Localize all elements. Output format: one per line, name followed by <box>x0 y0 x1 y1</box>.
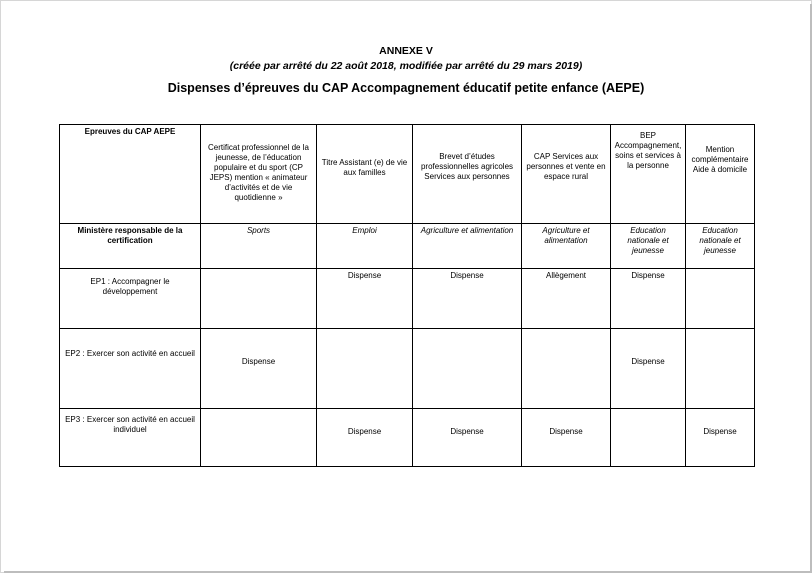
table-cell: Allègement <box>522 269 611 329</box>
column-header: BEP Accompagnement, soins et services à la personne <box>611 125 686 224</box>
column-header: Titre Assistant (e) de vie aux familles <box>317 125 413 224</box>
table-cell: Dispense <box>317 269 413 329</box>
ministry-cell: Sports <box>201 224 317 269</box>
column-header: Certificat professionnel de la jeunesse, de l’éducation populaire et du sport (CP JEPS) mention « animateur d’activités et de vie quotidienne » <box>201 125 317 224</box>
table-cell <box>611 409 686 467</box>
table-row <box>60 409 755 467</box>
epreuve-label: EP1 : Accompagner le développement <box>60 269 201 329</box>
table-cell: Dispense <box>413 269 522 329</box>
annex-heading: ANNEXE V <box>379 45 433 57</box>
table-cell: Dispense <box>686 409 755 467</box>
table-cell <box>201 409 317 467</box>
table-cell: Dispense <box>201 329 317 409</box>
annex-subtitle: (créée par arrêté du 22 août 2018, modifiée par arrêté du 29 mars 2019) <box>229 60 583 72</box>
ministry-cell: Education nationale et jeunesse <box>686 224 755 269</box>
ministry-label: Ministère responsable de la certification <box>60 224 201 269</box>
table-cell: Dispense <box>611 269 686 329</box>
ministry-cell: Agriculture et alimentation <box>522 224 611 269</box>
table-row <box>60 269 755 329</box>
table-cell <box>522 329 611 409</box>
document-title: Dispenses d’épreuves du CAP Accompagnement éducatif petite enfance (AEPE) <box>167 81 645 95</box>
ministry-row <box>60 224 755 269</box>
table-row <box>60 329 755 409</box>
column-header: Mention complémentaire Aide à domicile <box>686 125 755 224</box>
ministry-cell: Emploi <box>317 224 413 269</box>
table-cell: Dispense <box>522 409 611 467</box>
epreuve-label: EP2 : Exercer son activité en accueil <box>60 329 201 409</box>
table-cell <box>686 269 755 329</box>
table-cell <box>686 329 755 409</box>
table-cell: Dispense <box>611 329 686 409</box>
table-header-row <box>60 125 755 224</box>
column-header: CAP Services aux personnes et vente en espace rural <box>522 125 611 224</box>
ministry-cell: Education nationale et jeunesse <box>611 224 686 269</box>
epreuve-label: EP3 : Exercer son activité en accueil individuel <box>60 409 201 467</box>
table-cell <box>413 329 522 409</box>
table-cell: Dispense <box>413 409 522 467</box>
ministry-cell: Agriculture et alimentation <box>413 224 522 269</box>
column-header: Brevet d’études professionnelles agricoles Services aux personnes <box>413 125 522 224</box>
corner-cell: Epreuves du CAP AEPE <box>60 125 201 224</box>
table-cell <box>201 269 317 329</box>
exemptions-table <box>59 124 755 467</box>
table-cell <box>317 329 413 409</box>
table-cell: Dispense <box>317 409 413 467</box>
